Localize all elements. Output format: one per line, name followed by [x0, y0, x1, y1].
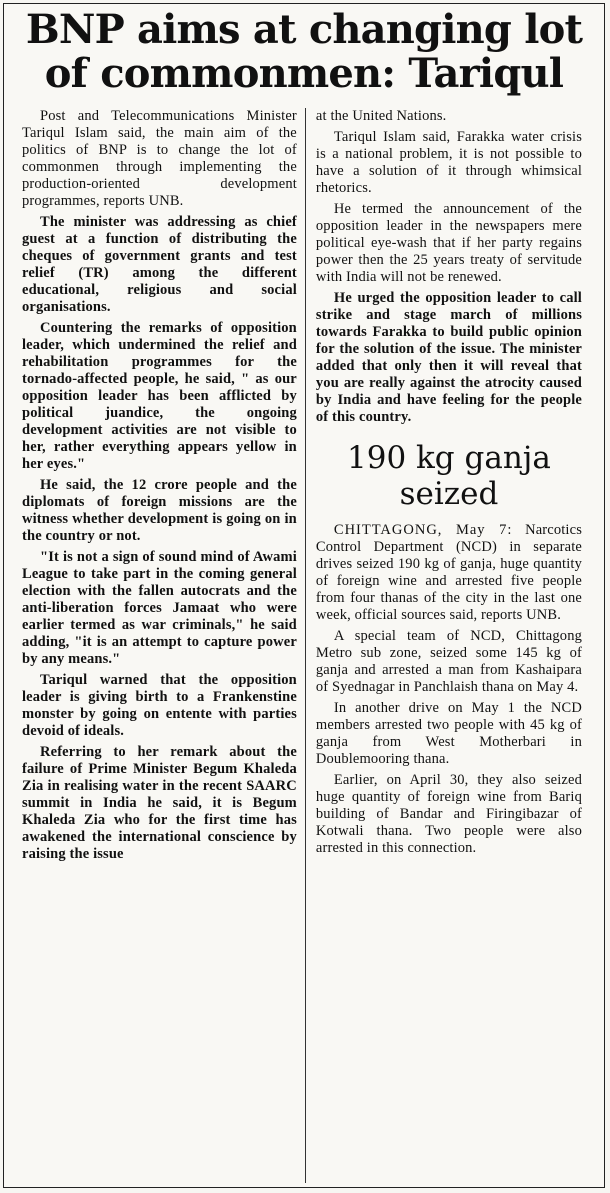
dateline: CHITTAGONG, May 7:	[333, 522, 513, 538]
headline	[4, 4, 604, 96]
paragraph: He termed the announcement of the opposition leader in the newspapers mere political eye-wash that if her party regains power then the 25 years treaty of servitude with India will not be renewed.	[315, 201, 582, 285]
paragraph: Countering the remarks of opposition leader, which undermined the relief and rehabilitation programmes for the tornado-affected people, he said, " as our opposition leader has been afflicted by political juandice, the ongoing development activities are not visible to her, rather everything appears yellow in her eyes."	[22, 320, 297, 472]
newspaper-clipping	[3, 3, 605, 1188]
headline-line-1: BNP aims at changing lot	[25, 6, 583, 53]
paragraph: Earlier, on April 30, they also seized huge quantity of foreign wine from Bariq building of Bandar and Firingibazar of Kotwali thana. Two people were also arrested in this connection.	[315, 772, 582, 856]
paragraph: In another drive on May 1 the NCD members arrested two people with 45 kg of ganja from West Motherbari in Doublemooring thana.	[315, 700, 582, 767]
paragraph: Tariqul warned that the opposition leader is giving birth to a Frankenstine monster by going on entente with parties devoid of ideals.	[22, 672, 297, 739]
paragraph: Post and Telecommunications Minister Tariqul Islam said, the main aim of the politics of BNP is to change the lot of commonmen through implementing the production-oriented development programmes, reports UNB.	[22, 108, 297, 209]
paragraph: at the United Nations.	[315, 108, 447, 124]
paragraph-text: Narcotics Control Department (NCD) in separate drives seized 190 kg of ganja, huge quantity of foreign wine and arrested five people from four thanas of the city in the last one week, official sources said, reports UNB.	[315, 522, 582, 623]
paragraph: Referring to her remark about the failure of Prime Minister Begum Khaleda Zia in realising water in the recent SAARC summit in India he said, it is Begum Khaleda Zia who for the first time has awakened the international conscience by raising the issue	[22, 744, 297, 862]
paragraph-with-dateline	[316, 522, 582, 624]
headline-line-2: of commonmen: Tariqul	[44, 50, 564, 97]
paragraph: A special team of NCD, Chittagong Metro sub zone, seized some 145 kg of ganja and arrested a man from Kashaipara of Syednagar in Panchlaish thana on May 4.	[315, 628, 582, 695]
second-article-headline: 190 kg ganja seized	[347, 440, 551, 512]
article-columns	[22, 108, 582, 1183]
paragraph: He urged the opposition leader to call strike and stage march of millions towards Farakka to build public opinion for the solution of the issue. The minister added that only then it will reveal that you are really against the atrocity caused by India and have feeling for the people of this country.	[315, 290, 582, 425]
left-column	[22, 108, 306, 1183]
right-column	[306, 108, 582, 1183]
paragraph: He said, the 12 crore people and the diplomats of foreign missions are the witness whether development is going on in the country or not.	[22, 477, 297, 544]
paragraph: "It is not a sign of sound mind of Awami League to take part in the coming general election with the fallen autocrats and the anti-liberation forces Jamaat who were earlier termed as war criminals," he said adding, "it is an attempt to capture power by any means."	[22, 549, 297, 667]
paragraph: Tariqul Islam said, Farakka water crisis is a national problem, it is not possible to have a solution of it through whimsical rhetorics.	[315, 129, 582, 196]
paragraph: The minister was addressing as chief guest at a function of distributing the cheques of government grants and test relief (TR) among the different educational, religious and social organisations.	[22, 214, 297, 315]
